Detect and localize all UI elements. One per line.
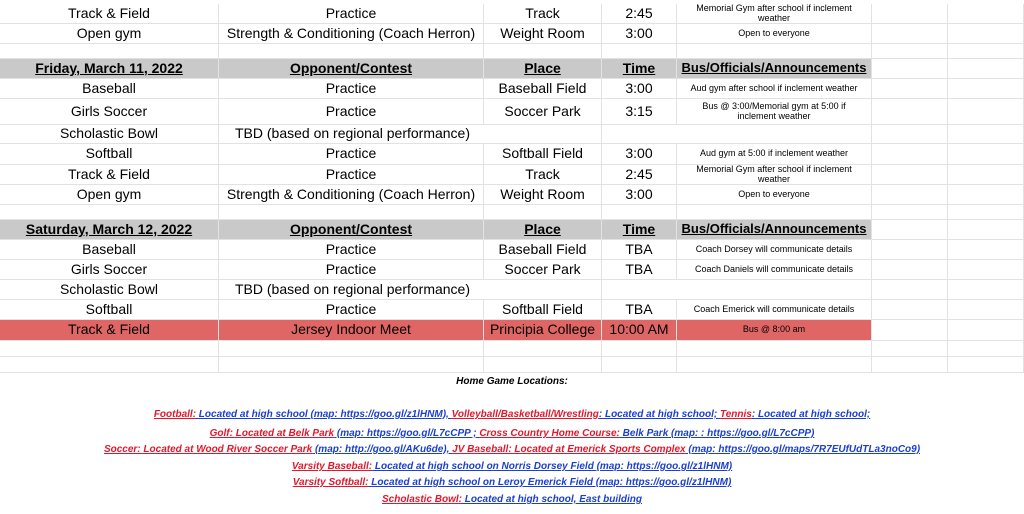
empty-cell[interactable]	[484, 44, 602, 58]
location-label: Soccer: Located at Wood River Soccer Park	[103, 444, 313, 455]
day-header[interactable]: Saturday, March 12, 2022	[0, 220, 219, 239]
notes-cell[interactable]: Aud gym at 5:00 if inclement weather	[677, 144, 872, 164]
time-cell[interactable]: 10:00 AM	[602, 320, 677, 340]
contest-cell[interactable]: Practice	[219, 300, 484, 319]
time-cell[interactable]: 3:00	[602, 185, 677, 204]
place-cell[interactable]: Weight Room	[484, 185, 602, 204]
table-row	[0, 24, 1024, 44]
empty-cell[interactable]	[948, 144, 1024, 164]
location-detail[interactable]: (map: https://goo.gl/L7cCPP ;	[334, 428, 480, 439]
empty-cell[interactable]	[872, 59, 948, 78]
location-line	[0, 494, 1024, 505]
place-cell[interactable]: Softball Field	[484, 300, 602, 319]
place-cell[interactable]: Weight Room	[484, 24, 602, 43]
place-cell[interactable]: Principia College	[484, 320, 602, 340]
sport-cell[interactable]: Track & Field	[0, 4, 219, 23]
place-cell[interactable]: Baseball Field	[484, 240, 602, 259]
empty-cell[interactable]	[948, 357, 1024, 372]
time-cell[interactable]: 2:45	[602, 4, 677, 23]
empty-cell[interactable]	[948, 205, 1024, 219]
empty-cell[interactable]	[602, 357, 677, 372]
contest-cell[interactable]: Practice	[219, 4, 484, 23]
empty-cell[interactable]	[219, 44, 484, 58]
location-label: Scholastic Bowl:	[381, 494, 462, 505]
location-line	[0, 461, 1024, 472]
empty-cell[interactable]	[484, 357, 602, 372]
empty-cell[interactable]	[948, 320, 1024, 340]
notes-cell[interactable]: Aud gym after school if inclement weather	[677, 79, 872, 98]
empty-cell[interactable]	[677, 341, 872, 356]
location-label: Varsity Softball:	[292, 477, 369, 488]
empty-cell[interactable]	[219, 357, 484, 372]
empty-cell[interactable]	[872, 240, 948, 259]
contest-cell[interactable]: Strength & Conditioning (Coach Herron)	[219, 185, 484, 204]
empty-cell[interactable]	[948, 99, 1024, 124]
contest-cell[interactable]: Strength & Conditioning (Coach Herron)	[219, 24, 484, 43]
table-row	[0, 125, 1024, 144]
contest-header[interactable]: Opponent/Contest	[219, 59, 484, 78]
location-line	[0, 477, 1024, 488]
notes-cell[interactable]: Memorial Gym after school if inclement weather	[677, 4, 872, 23]
empty-cell[interactable]	[872, 205, 948, 219]
empty-cell[interactable]	[948, 185, 1024, 204]
empty-cell[interactable]	[602, 205, 677, 219]
empty-cell[interactable]	[0, 341, 219, 356]
empty-cell[interactable]	[872, 24, 948, 43]
table-row	[0, 300, 1024, 320]
location-label: Varsity Baseball:	[291, 461, 373, 472]
empty-cell[interactable]	[948, 4, 1024, 23]
location-detail[interactable]: Located at high school, East building	[462, 494, 643, 505]
empty-cell[interactable]	[677, 357, 872, 372]
table-row	[0, 280, 1024, 300]
contest-cell[interactable]: Practice	[219, 260, 484, 279]
table-row	[0, 144, 1024, 165]
empty-cell[interactable]	[948, 280, 1024, 299]
empty-cell[interactable]	[872, 144, 948, 164]
blank-row	[0, 341, 1024, 357]
place-cell[interactable]: Soccer Park	[484, 99, 602, 124]
location-detail[interactable]: (map: http://goo.gl/AKu6de),	[312, 444, 453, 455]
location-label: Volleyball/Basketball/Wrestling	[451, 409, 599, 420]
contest-cell[interactable]: Practice	[219, 144, 484, 164]
table-row	[0, 320, 1024, 341]
place-cell[interactable]: Softball Field	[484, 144, 602, 164]
table-row	[0, 185, 1024, 205]
empty-cell[interactable]	[872, 44, 948, 58]
sport-cell[interactable]: Open gym	[0, 24, 219, 43]
contest-cell[interactable]: TBD (based on regional performance)	[219, 125, 602, 143]
table-row	[0, 165, 1024, 185]
location-detail[interactable]: Belk Park (map: : https://goo.gl/L7cCPP)	[619, 428, 815, 439]
empty-cell[interactable]	[872, 99, 948, 124]
contest-cell[interactable]: TBD (based on regional performance)	[219, 280, 602, 299]
table-row	[0, 260, 1024, 280]
day-header[interactable]: Friday, March 11, 2022	[0, 59, 219, 78]
empty-cell[interactable]	[602, 44, 677, 58]
time-cell[interactable]: 3:00	[602, 144, 677, 164]
contest-cell[interactable]: Practice	[219, 165, 484, 184]
notes-cell[interactable]	[677, 280, 872, 299]
location-label: Football:	[153, 409, 197, 420]
empty-cell[interactable]	[948, 260, 1024, 279]
notes-header[interactable]: Bus/Officials/Announcements	[677, 220, 872, 239]
empty-cell[interactable]	[872, 79, 948, 98]
empty-cell[interactable]	[948, 24, 1024, 43]
location-label: Tennis	[719, 409, 752, 420]
empty-cell[interactable]	[484, 341, 602, 356]
place-cell[interactable]: Baseball Field	[484, 79, 602, 98]
sport-cell[interactable]: Girls Soccer	[0, 260, 219, 279]
section-header-row	[0, 220, 1024, 240]
location-label: Cross Country Home Course:	[479, 428, 620, 439]
notes-cell[interactable]: Bus @ 8:00 am	[677, 320, 872, 340]
empty-cell[interactable]	[872, 4, 948, 23]
time-cell[interactable]: TBA	[602, 260, 677, 279]
empty-cell[interactable]	[677, 44, 872, 58]
place-cell[interactable]: Track	[484, 165, 602, 184]
empty-cell[interactable]	[484, 205, 602, 219]
notes-cell[interactable]: Memorial Gym after school if inclement weather	[677, 165, 872, 184]
empty-cell[interactable]	[872, 220, 948, 239]
notes-cell[interactable]: Coach Emerick will communicate details	[677, 300, 872, 319]
notes-cell[interactable]: Coach Daniels will communicate details	[677, 260, 872, 279]
sport-cell[interactable]: Softball	[0, 144, 219, 164]
location-detail[interactable]: : Located at high school;	[751, 409, 871, 420]
notes-cell[interactable]: Open to everyone	[677, 24, 872, 43]
place-header[interactable]: Place	[484, 220, 602, 239]
contest-cell[interactable]: Jersey Indoor Meet	[219, 320, 484, 340]
place-cell[interactable]: Soccer Park	[484, 260, 602, 279]
location-detail[interactable]: Located at high school on Leroy Emerick Field (map: https://goo.gl/z1lHNM)	[368, 477, 732, 488]
empty-cell[interactable]	[0, 44, 219, 58]
empty-cell[interactable]	[948, 165, 1024, 184]
empty-cell[interactable]	[872, 185, 948, 204]
sport-cell[interactable]: Softball	[0, 300, 219, 319]
empty-cell[interactable]	[948, 240, 1024, 259]
empty-cell[interactable]	[872, 125, 948, 143]
time-cell[interactable]: TBA	[602, 300, 677, 319]
empty-cell[interactable]	[0, 357, 219, 372]
blank-row	[0, 205, 1024, 220]
sport-cell[interactable]: Baseball	[0, 240, 219, 259]
empty-cell[interactable]	[872, 165, 948, 184]
empty-cell[interactable]	[948, 341, 1024, 356]
time-cell[interactable]: 3:15	[602, 99, 677, 124]
sport-cell[interactable]: Scholastic Bowl	[0, 125, 219, 143]
empty-cell[interactable]	[948, 300, 1024, 319]
location-detail[interactable]: : Located at high school;	[598, 409, 720, 420]
section-header-row	[0, 59, 1024, 79]
table-row	[0, 240, 1024, 260]
empty-cell[interactable]	[872, 341, 948, 356]
empty-cell[interactable]	[872, 260, 948, 279]
time-cell[interactable]: TBA	[602, 240, 677, 259]
notes-cell[interactable]	[677, 125, 872, 143]
place-cell[interactable]: Track	[484, 4, 602, 23]
table-row	[0, 99, 1024, 125]
place-header[interactable]: Place	[484, 59, 602, 78]
empty-cell[interactable]	[948, 59, 1024, 78]
time-cell[interactable]: 2:45	[602, 165, 677, 184]
empty-cell[interactable]	[677, 205, 872, 219]
notes-header[interactable]: Bus/Officials/Announcements	[677, 59, 872, 78]
locations-title: Home Game Locations:	[456, 376, 568, 387]
empty-cell[interactable]	[872, 357, 948, 372]
time-header[interactable]: Time	[602, 220, 677, 239]
sport-cell[interactable]: Track & Field	[0, 165, 219, 184]
location-line	[0, 428, 1024, 439]
notes-cell[interactable]: Bus @ 3:00/Memorial gym at 5:00 if inclement weather	[677, 99, 872, 124]
empty-cell[interactable]	[219, 341, 484, 356]
sport-cell[interactable]: Track & Field	[0, 320, 219, 340]
empty-cell[interactable]	[602, 341, 677, 356]
sport-cell[interactable]: Girls Soccer	[0, 99, 219, 124]
contest-header[interactable]: Opponent/Contest	[219, 220, 484, 239]
contest-cell[interactable]: Practice	[219, 79, 484, 98]
location-detail[interactable]: Located at high school on Norris Dorsey Field (map: https://goo.gl/z1lHNM)	[372, 461, 733, 472]
location-detail[interactable]: Located at high school (map: https://goo.gl/z1lHNM),	[196, 409, 452, 420]
blank-row	[0, 44, 1024, 59]
sport-cell[interactable]: Baseball	[0, 79, 219, 98]
location-detail[interactable]: (map: https://goo.gl/maps/7R7EUfUdTLa3noCo9)	[685, 444, 921, 455]
blank-row	[0, 357, 1024, 373]
empty-cell[interactable]	[948, 44, 1024, 58]
location-label: JV Baseball: Located at Emerick Sports Complex	[452, 444, 686, 455]
sport-cell[interactable]: Open gym	[0, 185, 219, 204]
sport-cell[interactable]: Scholastic Bowl	[0, 280, 219, 299]
location-line	[0, 409, 1024, 420]
empty-cell[interactable]	[948, 220, 1024, 239]
empty-cell[interactable]	[219, 205, 484, 219]
notes-cell[interactable]: Open to everyone	[677, 185, 872, 204]
empty-cell[interactable]	[948, 125, 1024, 143]
empty-cell[interactable]	[872, 280, 948, 299]
contest-cell[interactable]: Practice	[219, 240, 484, 259]
empty-cell[interactable]	[0, 205, 219, 219]
location-label: Golf: Located at Belk Park	[209, 428, 335, 439]
table-row	[0, 4, 1024, 24]
table-row	[0, 79, 1024, 99]
location-line	[0, 444, 1024, 455]
empty-cell[interactable]	[872, 300, 948, 319]
contest-cell[interactable]: Practice	[219, 99, 484, 124]
time-header[interactable]: Time	[602, 59, 677, 78]
notes-cell[interactable]: Coach Dorsey will communicate details	[677, 240, 872, 259]
empty-cell[interactable]	[872, 320, 948, 340]
time-cell[interactable]: 3:00	[602, 24, 677, 43]
empty-cell[interactable]	[948, 79, 1024, 98]
time-cell[interactable]: 3:00	[602, 79, 677, 98]
